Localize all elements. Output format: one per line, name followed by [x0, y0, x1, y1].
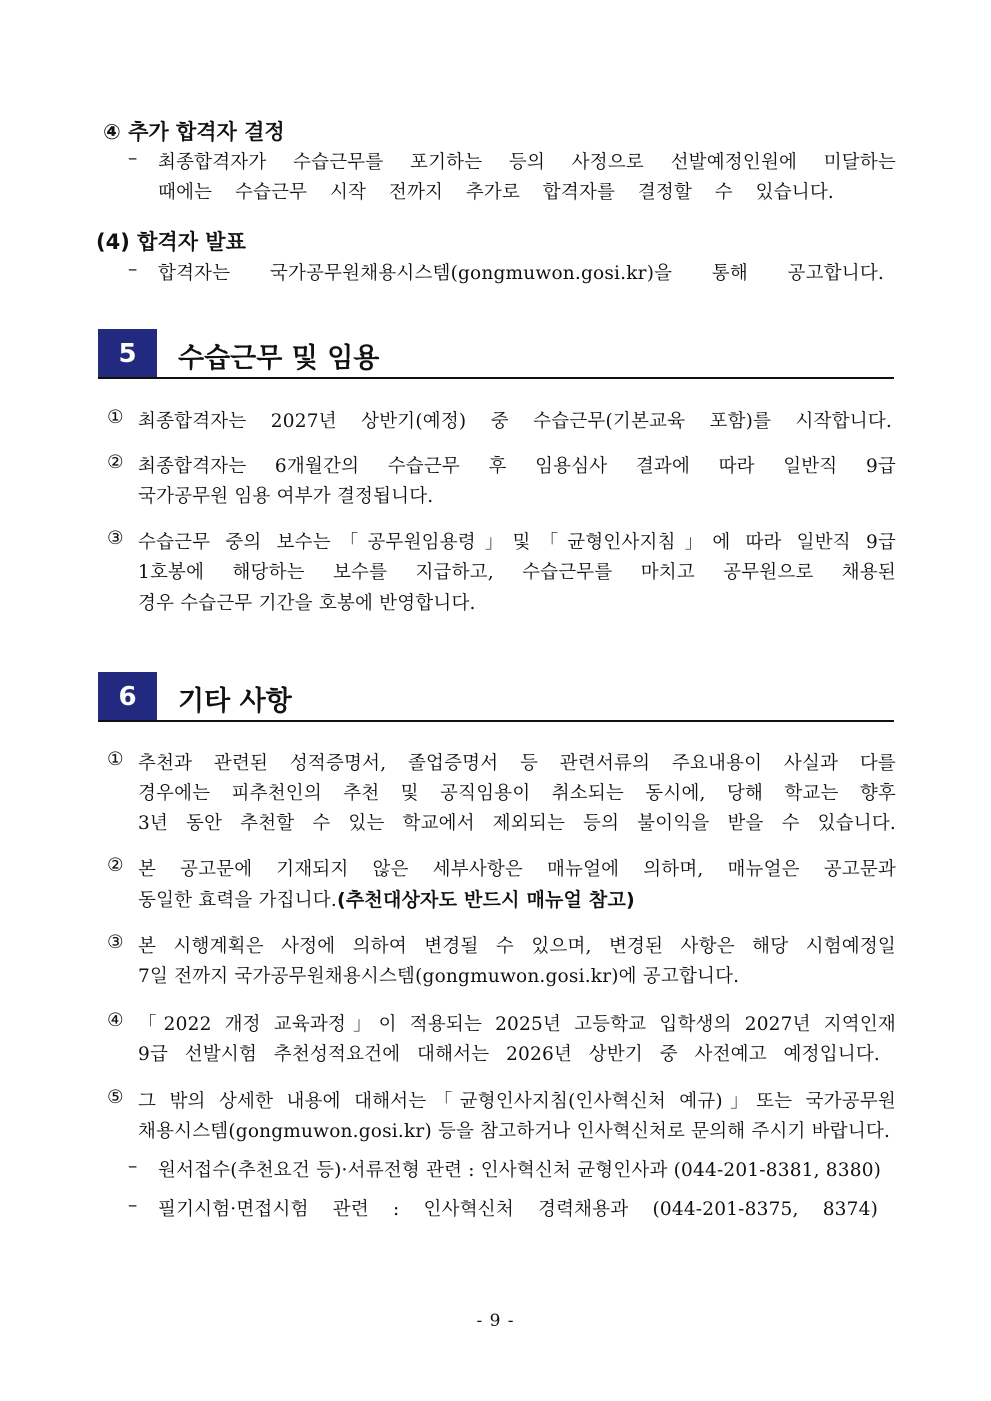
paragraph-line: 추천과 관련된 성적증명서, 졸업증명서 등 관련서류의 주요내용이 사실과 다를	[138, 753, 896, 774]
item-marker: ③	[107, 528, 124, 549]
paragraph-line: 7일 전까지 국가공무원채용시스템(gongmuwon.gosi.kr)에 공고합니다.	[138, 966, 740, 987]
section-number: 6	[118, 681, 137, 712]
paragraph-line: 경우에는 피추천인의 추천 및 공직임용이 취소되는 동시에, 당해 학교는 향후	[138, 783, 896, 804]
section-title: 기타 사항	[178, 686, 292, 717]
paragraph-line: 최종합격자는 6개월간의 수습근무 후 임용심사 결과에 따라 일반직 9급	[138, 456, 896, 477]
paragraph-line: 1호봉에 해당하는 보수를 지급하고, 수습근무를 마치고 공무원으로 채용된	[138, 562, 896, 583]
item-marker: ⑤	[107, 1087, 124, 1108]
paragraph-line: 국가공무원 임용 여부가 결정됩니다.	[138, 486, 434, 507]
section-number: 5	[118, 338, 137, 369]
item-marker: ②	[107, 452, 124, 473]
item-marker: ③	[107, 932, 124, 953]
paragraph-line: 최종합격자는 2027년 상반기(예정) 중 수습근무(기본교육 포함)를 시작합니다.	[138, 411, 892, 432]
bullet-dash: –	[128, 148, 138, 169]
paragraph-line: 9급 선발시험 추천성적요건에 대해서는 2026년 상반기 중 사전예고 예정입니다.	[138, 1044, 880, 1065]
sub-heading-announcement: (4) 합격자 발표	[96, 230, 246, 254]
item-marker: ①	[107, 749, 124, 770]
contact-line: 필기시험·면접시험 관련 : 인사혁신처 경력채용과 (044-201-8375, 8374)	[158, 1199, 878, 1220]
bullet-dash: –	[128, 1156, 138, 1177]
paragraph-line: 채용시스템(gongmuwon.gosi.kr) 등을 참고하거나 인사혁신처로 문의해 주시기 바랍니다.	[138, 1121, 891, 1142]
section-title: 수습근무 및 임용	[178, 343, 380, 374]
section-divider	[98, 720, 894, 722]
paragraph-line: 본 공고문에 기재되지 않은 세부사항은 매뉴얼에 의하며, 매뉴얼은 공고문과	[138, 859, 896, 880]
paragraph-line: 때에는 수습근무 시작 전까지 추가로 합격자를 결정할 수 있습니다.	[158, 182, 834, 203]
page-number: - 9 -	[476, 1311, 515, 1331]
item-marker: ①	[107, 407, 124, 428]
paragraph-line: 그 밖의 상세한 내용에 대해서는「균형인사지침(인사혁신처 예규)」또는 국가공무원	[138, 1091, 896, 1112]
bullet-dash: –	[128, 1195, 138, 1216]
item-marker: ④	[107, 1010, 124, 1031]
section-number-box	[98, 672, 157, 721]
paragraph-line: 합격자는 국가공무원채용시스템(gongmuwon.gosi.kr)을 통해 공고합니다.	[158, 263, 884, 284]
sub-heading-additional-pass: ④ 추가 합격자 결정	[103, 120, 285, 144]
paragraph-line: 본 시행계획은 사정에 의하여 변경될 수 있으며, 변경된 사항은 해당 시험예정일	[138, 936, 896, 957]
paragraph-line: 「2022 개정 교육과정」이 적용되는 2025년 고등학교 입학생의 2027년 지역인재	[138, 1014, 896, 1035]
bullet-dash: –	[128, 259, 138, 280]
paragraph-line: 3년 동안 추천할 수 있는 학교에서 제외되는 등의 불이익을 받을 수 있습니다.	[138, 813, 896, 834]
emphasis-note: (추천대상자도 반드시 매뉴얼 참고)	[336, 889, 635, 911]
section-divider	[98, 377, 894, 379]
contact-line: 원서접수(추천요건 등)·서류전형 관련 : 인사혁신처 균형인사과 (044-201-8381, 8380)	[158, 1160, 882, 1181]
paragraph-text: 동일한 효력을 가집니다.	[138, 890, 337, 911]
paragraph-line: 경우 수습근무 기간을 호봉에 반영합니다.	[138, 593, 476, 614]
paragraph-line	[138, 885, 635, 912]
section-number-box	[98, 329, 157, 378]
paragraph-line: 최종합격자가 수습근무를 포기하는 등의 사정으로 선발예정인원에 미달하는	[158, 152, 896, 173]
paragraph-line: 수습근무 중의 보수는「공무원임용령」및「균형인사지침」에 따라 일반직 9급	[138, 532, 896, 553]
item-marker: ②	[107, 855, 124, 876]
